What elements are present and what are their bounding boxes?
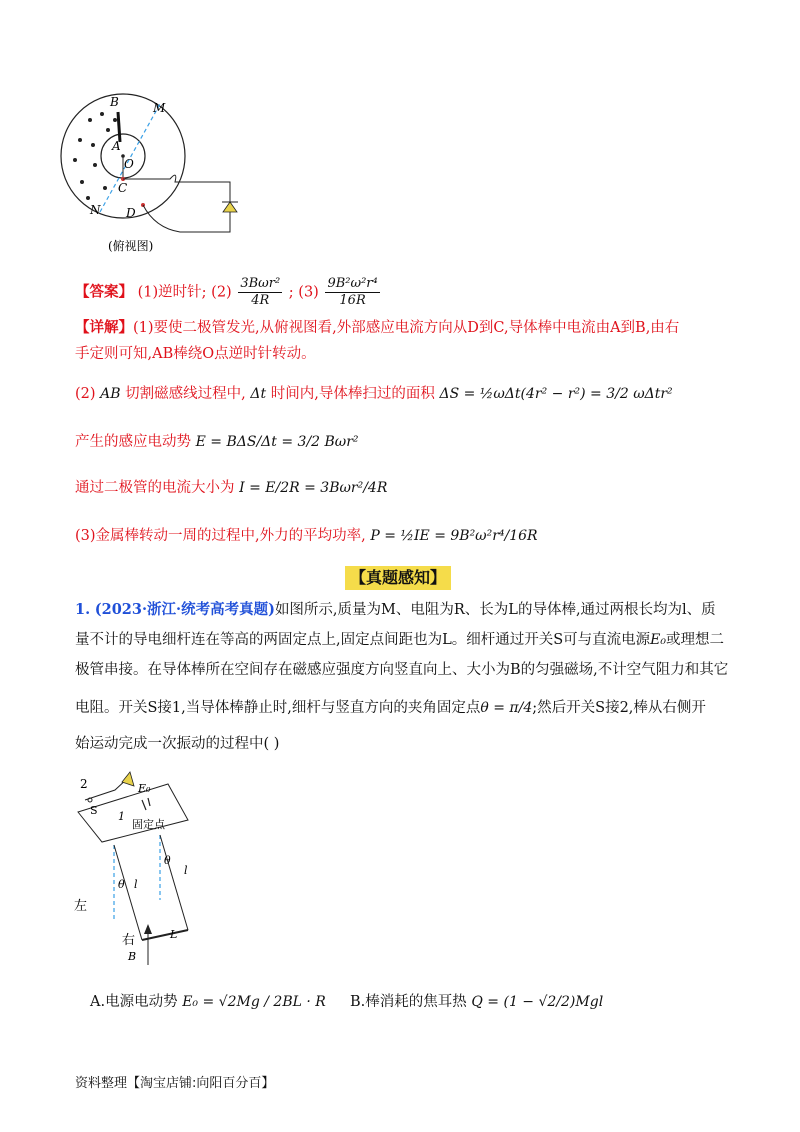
question-text: ;然后开关S接2,棒从右侧开	[532, 700, 706, 716]
question-line-3: 极管串接。在导体棒所在空间存在磁感应强度方向竖直向上、大小为B的匀强磁场,不计空气阻力和其它	[75, 662, 729, 678]
detail-text: 时间内,导体棒扫过的面积	[270, 386, 435, 402]
label-C: C	[118, 181, 128, 195]
math-current-formula: I = E/2R = 3Bωr²/4R	[239, 480, 388, 496]
answer-part2-fraction	[238, 276, 282, 309]
detail-text: 产生的感应电动势	[75, 434, 191, 450]
figure-caption: (俯视图)	[108, 239, 154, 253]
math-area-formula: ΔS = ½ωΔt(4r² − r²) = 3/2 ωΔtr²	[439, 386, 673, 402]
detail-text: 切割磁感线过程中,	[125, 386, 246, 402]
detail-text: (1)要使二极管发光,从俯视图看,外部感应电流方向从D到C,导体棒中电流由A到B,由右	[133, 320, 680, 336]
option-A[interactable]	[90, 992, 326, 1012]
math-power-formula: P = ½IE = 9B²ω²r⁴/16R	[370, 528, 538, 544]
label-N: N	[90, 203, 101, 217]
detail-line-2: 手定则可知,AB棒绕O点逆时针转动。	[75, 346, 316, 362]
label-M: M	[153, 101, 166, 115]
option-A-formula: E₀ = √2Mg / 2BL · R	[182, 994, 326, 1010]
answer-line	[75, 276, 382, 309]
question-text: 量不计的导电细杆连在等高的两固定点上,固定点间距也为L。细杆通过开关S可与直流电源	[75, 632, 651, 648]
answer-separator: ;	[288, 284, 294, 301]
answer-part1: (1)逆时针;	[137, 284, 207, 301]
label-B: B	[110, 95, 119, 109]
label-l-left: l	[134, 878, 138, 891]
question-source: (2023·浙江·统考高考真题)	[94, 601, 275, 618]
option-B-label: B.棒消耗的焦耳热	[350, 994, 467, 1010]
detail-text: (3)金属棒转动一周的过程中,外力的平均功率,	[75, 528, 366, 544]
label-E0: E₀	[138, 782, 151, 795]
question-line-2	[75, 630, 724, 650]
section-title: 【真题感知】	[345, 566, 451, 590]
label-O: O	[124, 157, 134, 171]
answer-tag: 【答案】	[75, 283, 133, 301]
detail-line-4	[75, 432, 359, 452]
label-D: D	[126, 206, 136, 220]
figure-top-view	[60, 90, 250, 260]
detail-text: 通过二极管的电流大小为	[75, 480, 235, 496]
label-l-right: l	[184, 864, 188, 877]
answer-part3-fraction	[325, 276, 379, 309]
question-line-1	[75, 600, 716, 620]
label-1: 1	[118, 810, 125, 823]
math-dt: Δt	[250, 386, 267, 402]
question-line-5: 始运动完成一次振动的过程中( )	[75, 736, 280, 752]
answer-part3-label: (3)	[298, 284, 319, 301]
question-text: 电阻。开关S接1,当导体棒静止时,细杆与竖直方向的夹角固定点	[75, 700, 481, 716]
footer-note: 资料整理【淘宝店铺:向阳百分百】	[75, 1076, 275, 1091]
fraction-numerator: 3Bωr²	[240, 276, 281, 291]
question-number: 1.	[75, 601, 91, 618]
option-B[interactable]	[350, 992, 603, 1012]
fraction-denominator: 16R	[339, 293, 366, 308]
option-B-formula: Q = (1 − √2/2)Mgl	[471, 994, 604, 1010]
detail-part-label: (2)	[75, 386, 96, 402]
label-theta-right: θ	[164, 854, 171, 867]
math-e0: E₀	[650, 632, 667, 648]
question-text: 或理想二	[666, 632, 725, 648]
label-theta-left: θ	[118, 878, 125, 891]
label-A: A	[112, 139, 121, 153]
figure-pendulum-circuit	[70, 760, 230, 970]
question-line-4	[75, 698, 706, 718]
label-S: S	[90, 804, 98, 817]
fraction-numerator: 9B²ω²r⁴	[327, 276, 378, 291]
math-ab: AB	[100, 386, 121, 402]
detail-tag: 【详解】	[75, 319, 133, 336]
label-left: 左	[74, 899, 88, 914]
label-2: 2	[80, 777, 88, 791]
detail-line-3	[75, 384, 673, 404]
math-emf-formula: E = BΔS/Δt = 3/2 Bωr²	[195, 434, 359, 450]
detail-line-1	[75, 318, 679, 338]
question-text: 如图所示,质量为M、电阻为R、长为L的导体棒,通过两根长均为l、质	[274, 602, 716, 618]
detail-line-6	[75, 526, 538, 546]
label-L: L	[170, 928, 178, 941]
answer-part2-label: (2)	[211, 284, 232, 301]
label-B: B	[128, 950, 137, 963]
label-fixed-point: 固定点	[132, 818, 165, 831]
detail-line-5	[75, 478, 387, 498]
math-theta: θ = π/4	[480, 700, 533, 716]
label-right: 右	[122, 933, 136, 948]
option-A-label: A.电源电动势	[90, 994, 178, 1010]
fraction-denominator: 4R	[251, 293, 270, 308]
